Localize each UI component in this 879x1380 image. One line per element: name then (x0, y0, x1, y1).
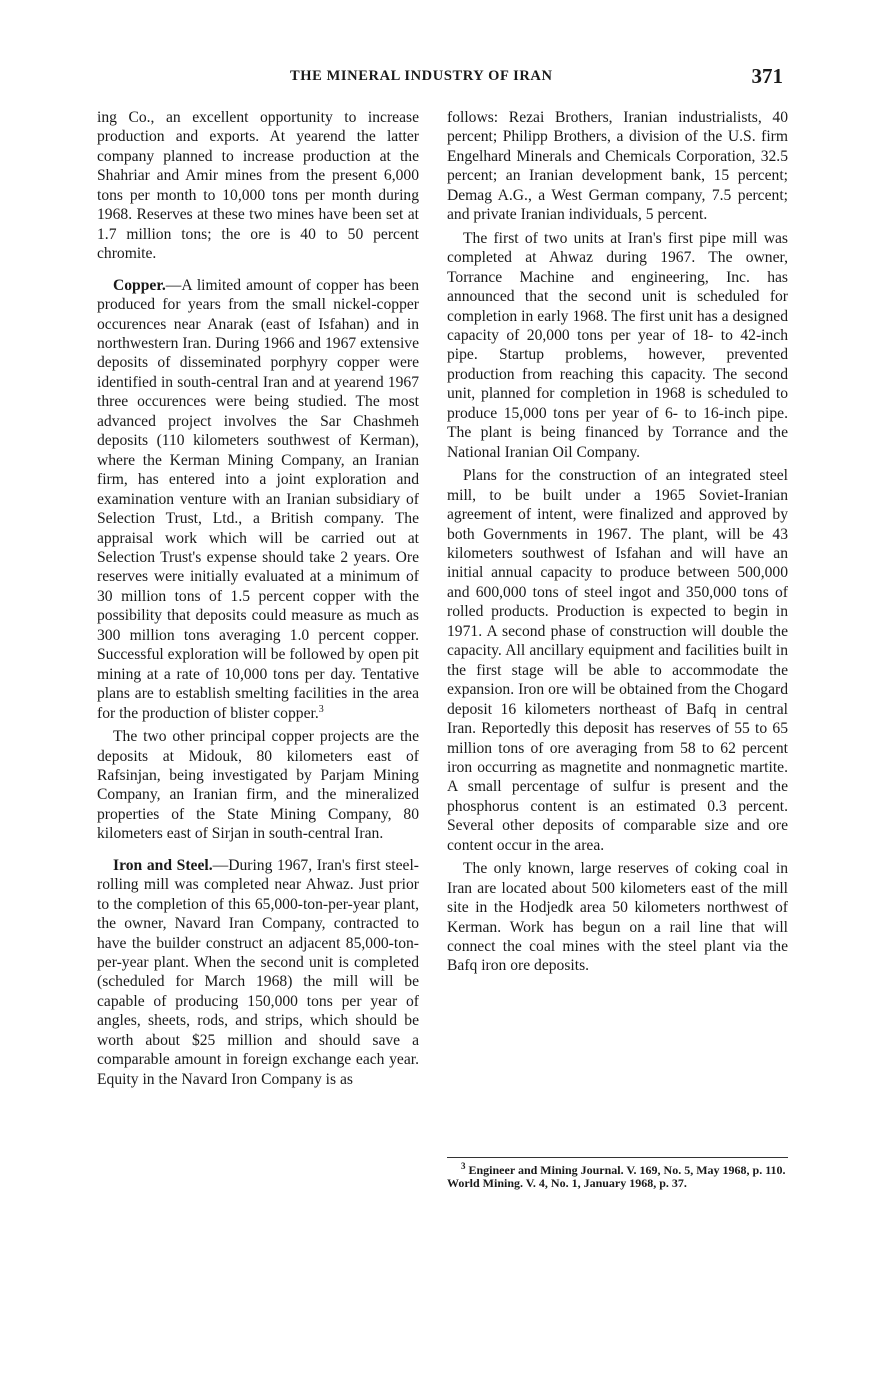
equity-paragraph-continued: follows: Rezai Brothers, Iranian industrialists, 40 percent; Philipp Brothers, a division of the U.S. firm Engelhard Minerals and Chemicals Corporation, 32.5 percent; an Iranian development bank, 15 percent; Demag A.G., a West German company, 7.5 percent; and private Iranian individuals, 5 percent. (447, 109, 788, 224)
footnote-1-text: Engineer and Mining Journal. V. 169, No. 5, May 1968, p. 110. (468, 1163, 786, 1177)
page-header (0, 66, 879, 96)
chromite-paragraph-continued: ing Co., an excellent opportunity to increase production and exports. At yearend the latter company planned to increase production at the Shahriar and Amir mines from the present 6,000 tons per month to 10,000 tons per month during 1968. Reserves at these two mines have been set at 1.7 million tons; the ore is 40 to 50 percent chromite. (97, 109, 419, 263)
iron-steel-paragraph (97, 856, 419, 1089)
page-number: 371 (751, 64, 783, 88)
footnote-1-mark: 3 (461, 1161, 466, 1171)
pipe-mill-paragraph: The first of two units at Iran's first pipe mill was completed at Ahwaz during 1967. The owner, Torrance Machine and engineering, Inc. has announced that the second unit is scheduled for completion in early 1968. The first unit has a designed capacity of 20,000 tons per year of 18- to 42-inch pipe. Startup problems, however, prevented production from reaching this capacity. The second unit, planned for completion in 1968 is scheduled to produce 15,000 tons per year of 6- to 16-inch pipe. The plant is being financed by Torrance and the National Iranian Oil Company. (447, 229, 788, 461)
iron-steel-heading: Iron and Steel. (113, 856, 213, 874)
left-column (97, 108, 419, 1089)
copper-heading: Copper. (113, 276, 166, 294)
coking-coal-paragraph: The only known, large reserves of coking coal in Iran are located about 500 kilometers east of the mill site in the Hodjedk area 50 kilometers northwest of Kerman. Work has begun on a rail line that will connect the coal mines with the steel plant via the Bafq iron ore deposits. (447, 860, 788, 975)
steel-mill-paragraph: Plans for the construction of an integrated steel mill, to be built under a 1965 Soviet-Iranian agreement of intent, were finalized and approved by both Governments in 1967. The plant, will be 43 kilometers southwest of Isfahan and will have an initial annual capacity to produce between 500,000 and 600,000 tons of steel ingot and 350,000 tons of rolled products. Production is expected to begin in 1971. A second phase of construction will double the capacity. All ancillary equipment and facilities built in the first stage will be able to accommodate the expansion. Iron ore will be obtained from the Chogard deposit 16 kilometers northeast of Bafq in central Iran. Reportedly this deposit has reserves of 55 to 65 million tons of ore averaging from 58 to 62 percent iron occurring as magnetite and nonmagnetic martite. A small percentage of sulfur is present and the phosphorus content is an estimated 0.3 percent. Several other deposits of comparable size and ore content occur in the area. (447, 467, 788, 854)
iron-steel-text: —During 1967, Iran's first steel-rolling mill was completed near Ahwaz. Just prior to the completion of this 65,000-ton-per-year plant, the owner, Navard Iran Company, contracted to have the builder construct an adjacent 85,000-ton-per-year plant. When the second unit is completed (scheduled for March 1968) the mill will be capable of producing 150,000 tons per year of angles, sheets, rods, and strips, which should be worth about $25 million and should save a comparable amount in foreign exchange each year. Equity in the Navard Iron Company is as (97, 856, 419, 1088)
footnotes (447, 1157, 788, 1189)
running-title: THE MINERAL INDUSTRY OF IRAN (290, 68, 553, 84)
copper-text: —A limited amount of copper has been produced for years from the small nickel-copper occurences near Anarak (east of Isfahan) and in northwestern Iran. During 1966 and 1967 extensive deposits of disseminated porphyry copper were identified in south-central Iran and at yearend 1967 three occurences were being studied. The most advanced project involves the Sar Chashmeh deposits (110 kilometers southwest of Kerman), where the Kerman Mining Company, an Iranian firm, has entered into a joint exploration and examination venture with an Iranian subsidiary of Selection Trust, Ltd., a British company. The appraisal work which will be carried out at Selection Trust's expense should take 2 years. Ore reserves were initially evaluated at a minimum of 30 million tons of 1.5 percent copper with the possibility that deposits could measure as much as 300 million tons averaging 1.0 percent copper. Successful exploration will be followed by open pit mining at a rate of 10,000 tons per day. Tentative plans are to establish smelting facilities in the area for the production of blister copper. (97, 276, 419, 722)
footnote-2: World Mining. V. 4, No. 1, January 1968, p. 37. (447, 1175, 687, 1190)
copper-projects-paragraph: The two other principal copper projects are the deposits at Midouk, 80 kilometers east of Rafsinjan, being investigated by Parjam Mining Company, an Iranian firm, and the mineralized properties of the State Mining Company, 80 kilometers east of Sirjan in south-central Iran. (97, 728, 419, 843)
footnote-reference: 3 (318, 703, 324, 715)
right-column (447, 108, 788, 976)
copper-paragraph (97, 276, 419, 723)
footnote-1 (447, 1161, 788, 1177)
